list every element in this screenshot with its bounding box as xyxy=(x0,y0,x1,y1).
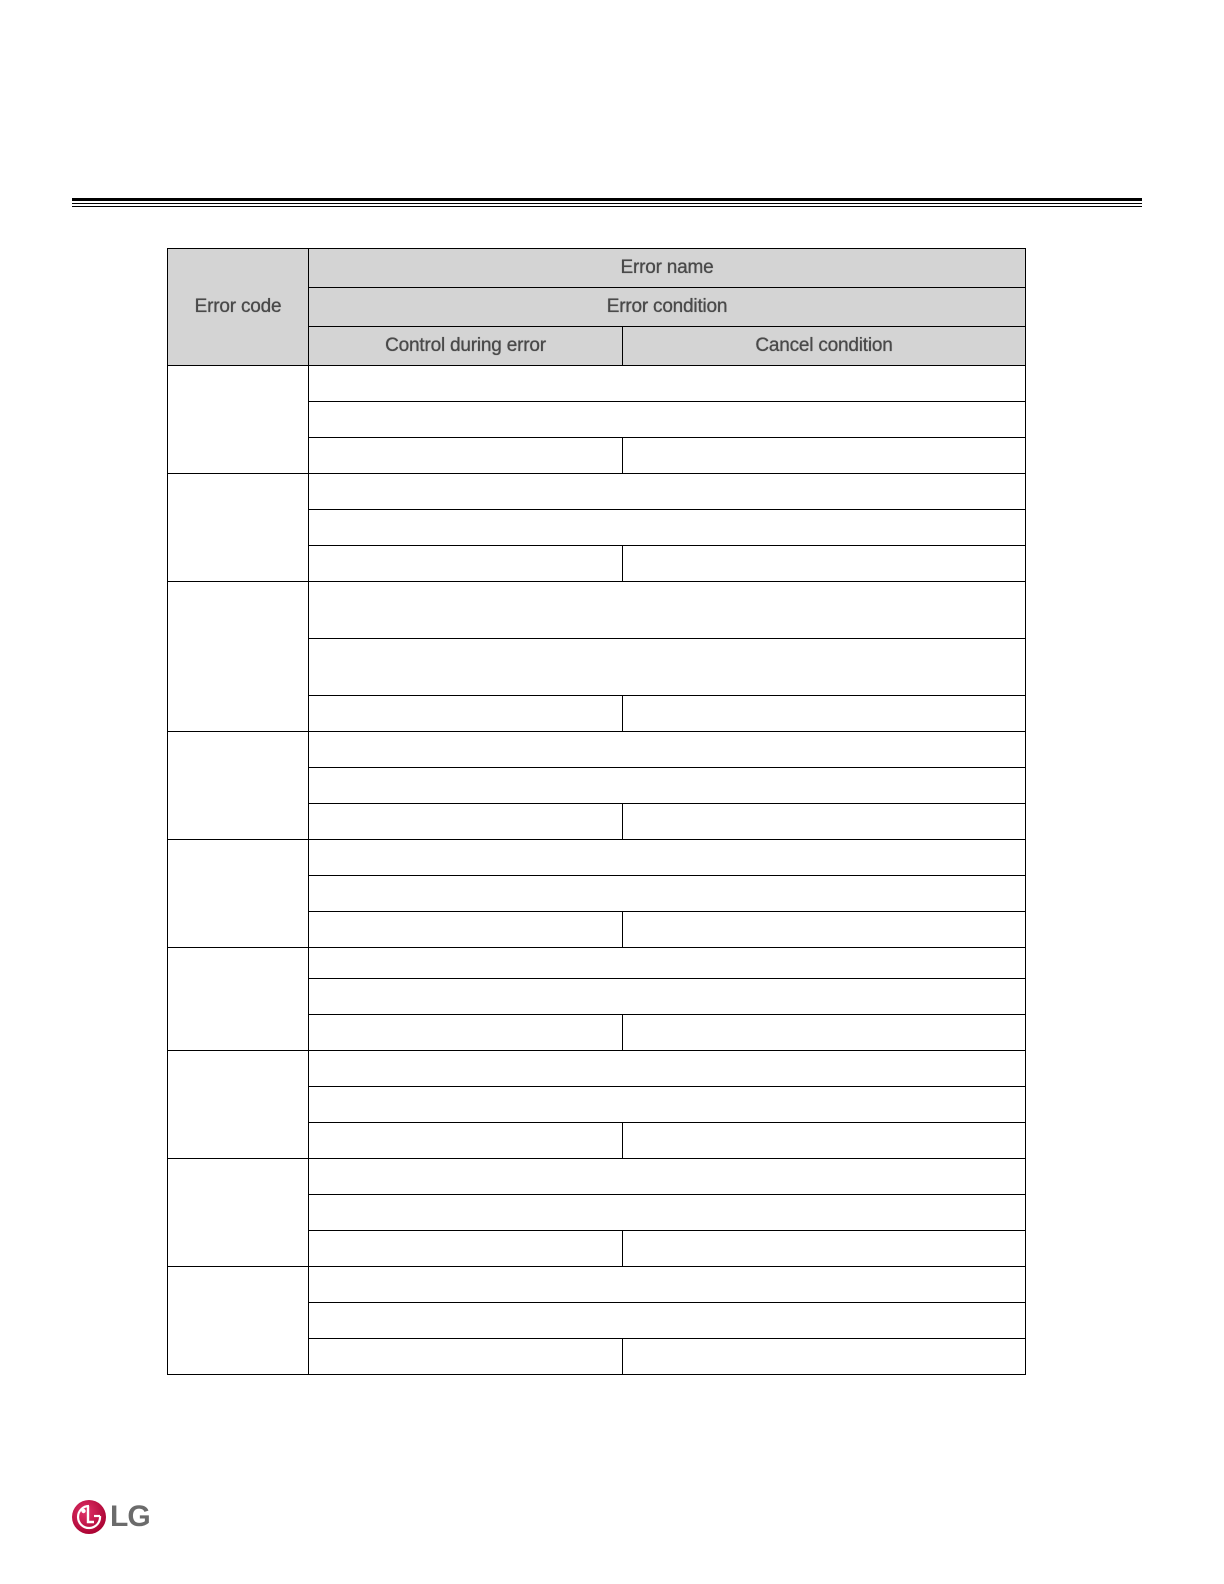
table-cell-error-condition xyxy=(309,768,1026,804)
table-cell-cancel-condition xyxy=(623,1123,1026,1159)
lg-logo xyxy=(71,1498,150,1536)
table-cell-error-condition xyxy=(309,876,1026,912)
lg-logo-text: LG xyxy=(110,1500,150,1533)
table-cell-control-during-error xyxy=(309,1231,623,1267)
table-cell-error-name xyxy=(309,948,1026,979)
table-cell-error-condition xyxy=(309,979,1026,1015)
table-cell-error-name xyxy=(309,1051,1026,1087)
table-cell-cancel-condition xyxy=(623,438,1026,474)
table-cell-error-code xyxy=(168,1051,309,1159)
table-cell-error-name xyxy=(309,1267,1026,1303)
table-cell-error-code xyxy=(168,366,309,474)
table-cell-error-name xyxy=(309,840,1026,876)
table-cell-cancel-condition xyxy=(623,912,1026,948)
table-cell-error-condition xyxy=(309,639,1026,696)
table-cell-cancel-condition xyxy=(623,1015,1026,1051)
table-cell-error-condition xyxy=(309,402,1026,438)
table-cell-error-condition xyxy=(309,1087,1026,1123)
table-cell-error-name xyxy=(309,1159,1026,1195)
table-cell-error-name xyxy=(309,732,1026,768)
table-cell-cancel-condition xyxy=(623,804,1026,840)
table-cell-error-code xyxy=(168,1267,309,1375)
header-error-condition: Error condition xyxy=(309,288,1026,327)
table-cell-error-condition xyxy=(309,1195,1026,1231)
lg-logo-icon xyxy=(71,1499,107,1535)
header-rule-thin xyxy=(72,203,1142,204)
table-cell-error-condition xyxy=(309,1303,1026,1339)
table-cell-control-during-error xyxy=(309,438,623,474)
header-cancel-condition: Cancel condition xyxy=(623,327,1026,366)
table-cell-control-during-error xyxy=(309,1015,623,1051)
table-cell-error-code xyxy=(168,732,309,840)
table-cell-error-code xyxy=(168,948,309,1051)
table-cell-error-code xyxy=(168,474,309,582)
table-cell-control-during-error xyxy=(309,912,623,948)
table-cell-error-code xyxy=(168,1159,309,1267)
header-rule-thick xyxy=(72,198,1142,201)
table-cell-cancel-condition xyxy=(623,546,1026,582)
header-control-during-error: Control during error xyxy=(309,327,623,366)
table-cell-error-code xyxy=(168,582,309,732)
header-error-name: Error name xyxy=(309,249,1026,288)
header-error-code: Error code xyxy=(168,249,309,366)
table-cell-cancel-condition xyxy=(623,1339,1026,1375)
table-cell-error-name xyxy=(309,582,1026,639)
table-cell-cancel-condition xyxy=(623,696,1026,732)
table-cell-cancel-condition xyxy=(623,1231,1026,1267)
table-cell-error-code xyxy=(168,840,309,948)
error-code-table xyxy=(167,248,1026,1375)
table-cell-control-during-error xyxy=(309,696,623,732)
table-cell-error-name xyxy=(309,366,1026,402)
header-rule-thin xyxy=(72,206,1142,207)
table-cell-error-name xyxy=(309,474,1026,510)
table-cell-control-during-error xyxy=(309,804,623,840)
table-cell-control-during-error xyxy=(309,1339,623,1375)
table-cell-control-during-error xyxy=(309,546,623,582)
table-cell-control-during-error xyxy=(309,1123,623,1159)
table-cell-error-condition xyxy=(309,510,1026,546)
